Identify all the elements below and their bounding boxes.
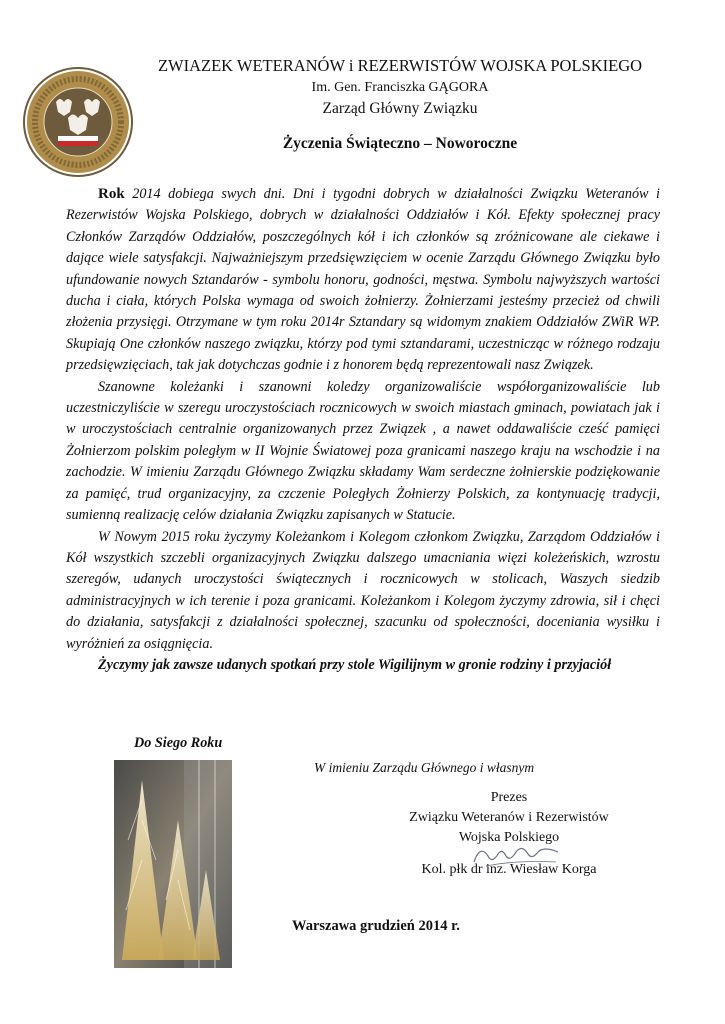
paragraph-1-lead: Rok — [98, 186, 125, 202]
document-title: Życzenia Świąteczno – Noworoczne — [282, 135, 518, 152]
paragraph-1-text: 2014 dobiega swych dni. Dni i tygodni dobrych w działalności Związku Weteranów i Rezerwistów Wojska Polskiego, dobrych w działalności Oddziałów i Kół. Efekty społecznej pracy Członków Zarządów Oddziałów, poszczególnych kół i ich członków są zróżnicowane ale ciekawe i dające wiele satysfakcji. Najważniejszym przedsięwzięciem w ocenie Zarządu Głównego Związku było ufundowanie nowych Sztandarów - symbolu honoru, godności, męstwa. Symbolu najwyższych wartości ducha i ciała, których Polska wymaga od swoich żołnierzy. Żołnierzami jesteśmy przecież od chwili złożenia przysięgi. Otrzymane w tym roku 2014r Sztandary są widomym znakiem Oddziałów ZWiR WP. Skupiają One członków naszego związku, którzy pod tymi sztandarami, uczestnicząc w różnego rodzaju przedsięwzięciach, tak jak dotychczas godnie i z honorem będą reprezentowali nasz Związek. — [66, 186, 660, 374]
paragraph-4: Życzymy jak zawsze udanych spotkań przy stole Wigilijnym w gronie rodziny i przyjaciół — [98, 656, 612, 673]
letter-body — [66, 184, 660, 676]
christmas-trees-photo-icon — [114, 760, 232, 968]
signatory-organization-line1: Związku Weteranów i Rezerwistów — [409, 810, 609, 825]
signature-intro: W imieniu Zarządu Głównego i własnym — [314, 760, 535, 775]
signatory-organization-line2: Wojska Polskiego — [458, 830, 560, 845]
signatory-role: Prezes — [490, 790, 528, 805]
place-and-date: Warszawa grudzień 2014 r. — [292, 918, 460, 934]
paragraph-3: W Nowym 2015 roku życzymy Koleżankom i Kolegom członkom Związku, Zarządom Oddziałów i Kół wszystkich szczebli organizacyjnych Związku dalszego umacniania więzi koleżeńskich, wzrostu szeregów, udanych uroczystości świątecznych i rocznicowych w stolicach, Waszych siedzib administracyjnych w ich terenie i poza granicami. Koleżankom i Kolegom życzymy zdrowia, sił i chęci do działania, satysfakcji z działalności społecznej, szacunku od społeczności, doceniania wysiłku i wyróżnień za osiągnięcia. — [66, 528, 660, 652]
patron-name: Im. Gen. Franciszka GĄGORA — [311, 80, 489, 95]
association-emblem-icon — [22, 66, 134, 178]
paragraph-1 — [66, 184, 660, 377]
farewell-text: Do Siego Roku — [134, 735, 223, 751]
organization-name: ZWIAZEK WETERANÓW i REZERWISTÓW WOJSKA POLSKIEGO — [157, 56, 643, 75]
board-name: Zarząd Główny Związku — [322, 100, 478, 117]
signatory-name: Kol. płk dr inz. Wiesław Korga — [421, 862, 597, 877]
paragraph-2: Szanowne koleżanki i szanowni koledzy organizowaliście współorganizowaliście lub uczestniczyliście w szeregu uroczystościach rocznicowych w swoich miastach gminach, powiatach jak i w uroczystościach centralnie organizowanych przez Związek , a nawet oddawaliście cześć pamięci Żołnierzom polskim poległym w II Wojnie Światowej poza granicami naszego kraju na wschodzie i na zachodzie. W imieniu Zarządu Głównego Związku składamy Wam serdeczne żołnierskie podziękowanie za pamięć, trud organizacyjny, za czczenie Poległych Żołnierzy Polskich, za kontynuację tradycji, sumienną realizację celów działania Związku zapisanych w Statucie. — [66, 378, 660, 524]
